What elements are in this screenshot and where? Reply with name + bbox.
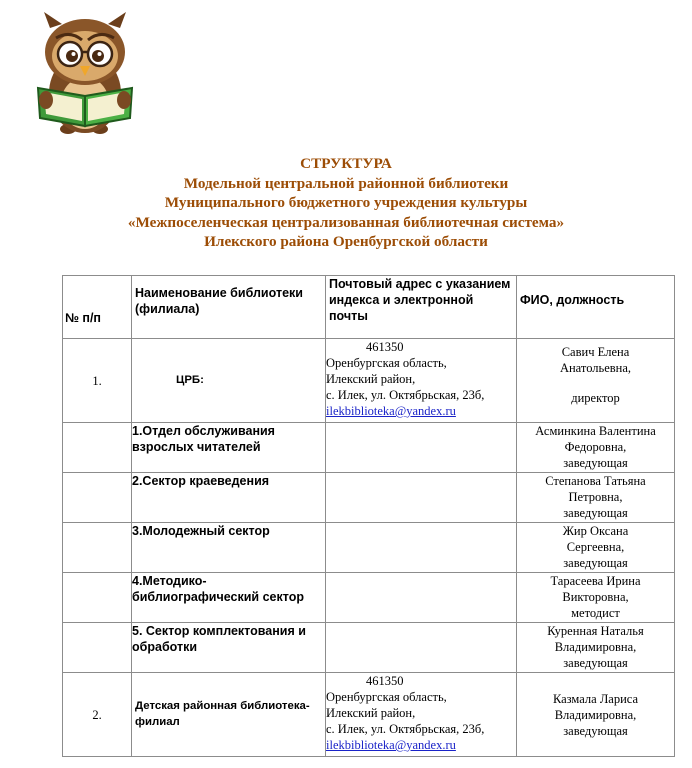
- library-name: Детская районная библиотека- филиал: [135, 700, 310, 728]
- person-position: директор: [571, 391, 620, 405]
- header-num: № п/п: [63, 276, 132, 339]
- address-line: Илекский район,: [326, 706, 416, 720]
- person-patronymic: Федоровна,: [564, 440, 627, 454]
- fio-cell: [517, 339, 675, 423]
- person-name: Савич Елена: [561, 345, 630, 359]
- person-position: методист: [571, 606, 620, 620]
- fio-cell: [517, 423, 675, 473]
- postal-index: 461350: [366, 340, 404, 354]
- document-title: [0, 154, 692, 252]
- library-name: 2.Сектор краеведения: [132, 473, 326, 523]
- library-name: 4.Методико-библиографический сектор: [132, 573, 326, 623]
- row-num: 2.: [63, 673, 132, 757]
- person-position: заведующая: [563, 506, 628, 520]
- email-link[interactable]: ilekbiblioteka@yandex.ru: [326, 738, 456, 752]
- title-line-1: СТРУКТУРА: [300, 155, 392, 172]
- fio-cell: [517, 673, 675, 757]
- library-name: 5. Сектор комплектования и обработки: [132, 623, 326, 673]
- person-patronymic: Анатольевна,: [559, 361, 632, 375]
- person-patronymic: Владимировна,: [554, 640, 637, 654]
- address-cell: [326, 339, 517, 423]
- person-patronymic: Сергеевна,: [566, 540, 625, 554]
- table-row: [63, 623, 675, 673]
- person-patronymic: Викторовна,: [562, 590, 629, 604]
- library-name: ЦРБ:: [176, 373, 204, 386]
- person-name: Куренная Наталья: [547, 624, 644, 638]
- address-line: с. Илек, ул. Октябрьская, 23б,: [326, 388, 485, 402]
- person-position: заведующая: [563, 656, 628, 670]
- person-name: Тарасеева Ирина: [550, 574, 641, 588]
- table-row: [63, 473, 675, 523]
- person-name: Степанова Татьяна: [545, 474, 646, 488]
- library-name: 1.Отдел обслуживания взрослых читателей: [132, 423, 326, 473]
- person-patronymic: Владимировна,: [554, 707, 637, 722]
- person-name: Казмала Лариса: [552, 691, 639, 706]
- row-num: 1.: [63, 339, 132, 423]
- table-row: [63, 573, 675, 623]
- table-row: [63, 423, 675, 473]
- fio-cell: [517, 473, 675, 523]
- header-fio: ФИО, должность: [517, 276, 675, 339]
- person-patronymic: Петровна,: [568, 490, 623, 504]
- title-line-5: Илекского района Оренбургской области: [204, 233, 488, 250]
- table-row: [63, 339, 675, 423]
- postal-index: 461350: [366, 674, 404, 688]
- address-line: Илекский район,: [326, 372, 416, 386]
- table-row: [63, 673, 675, 757]
- email-link[interactable]: ilekbiblioteka@yandex.ru: [326, 404, 456, 418]
- title-line-2: Модельной центральной районной библиотеки: [183, 174, 509, 192]
- title-line-4: «Межпоселенческая централизованная библиотечная система»: [127, 213, 565, 231]
- table-row: [63, 523, 675, 573]
- library-name: 3.Молодежный сектор: [132, 523, 326, 573]
- person-name: Асминкина Валентина: [535, 424, 656, 438]
- person-name: Жир Оксана: [562, 524, 629, 538]
- structure-table: [62, 275, 675, 757]
- person-position: заведующая: [563, 556, 628, 570]
- owl-logo: [30, 8, 140, 138]
- person-position: заведующая: [563, 456, 628, 470]
- address-line: Оренбургская область,: [326, 690, 447, 704]
- title-line-3: Муниципального бюджетного учреждения культуры: [164, 194, 528, 211]
- header-address: Почтовый адрес с указанием индекса и электронной почты: [326, 276, 517, 339]
- fio-cell: [517, 573, 675, 623]
- address-cell: [326, 673, 517, 757]
- person-position: заведующая: [563, 723, 628, 738]
- fio-cell: [517, 623, 675, 673]
- header-name: Наименование библиотеки (филиала): [132, 276, 326, 339]
- table-header-row: [63, 276, 675, 339]
- address-line: Оренбургская область,: [326, 356, 447, 370]
- address-line: с. Илек, ул. Октябрьская, 23б,: [326, 722, 485, 736]
- fio-cell: [517, 523, 675, 573]
